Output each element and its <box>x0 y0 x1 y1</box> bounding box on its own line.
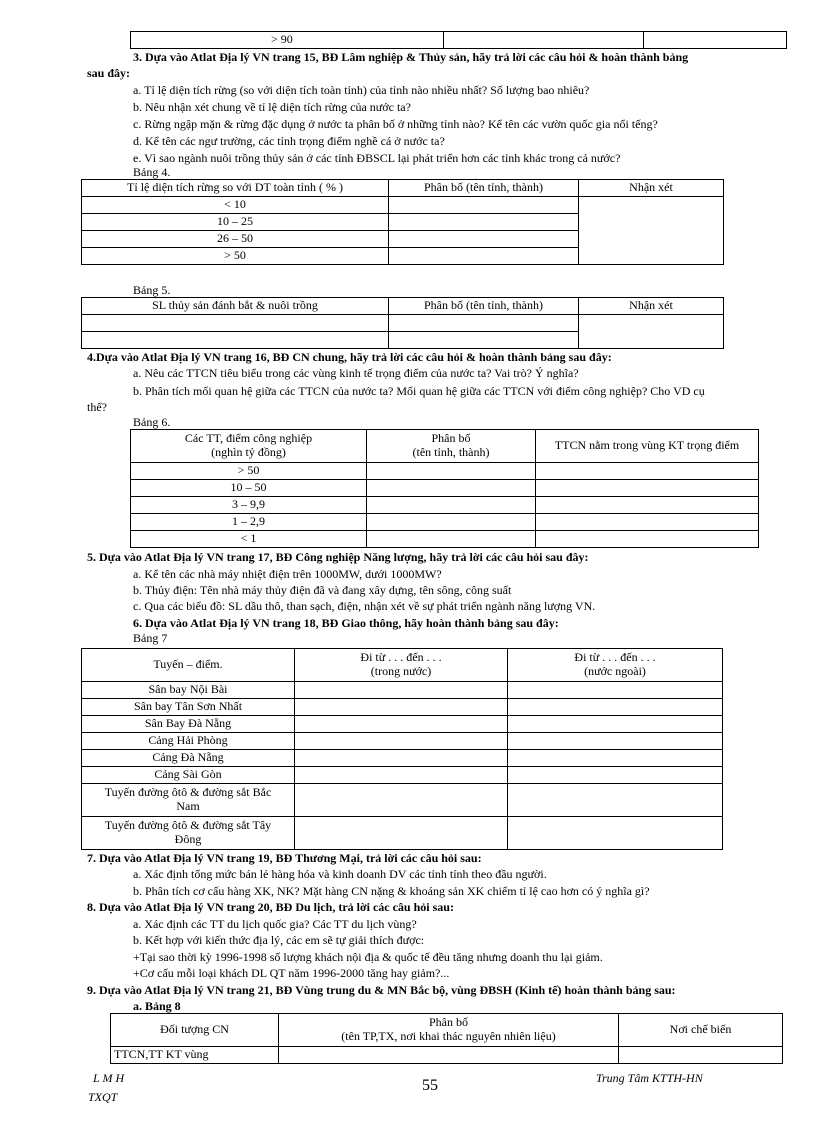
section-5-c: c. Qua các biểu đồ: SL dầu thô, than sạch, điện, nhận xét về sự phát triển ngành năng lượng VN. <box>133 599 596 613</box>
footer-left-1: L M H <box>93 1071 125 1085</box>
table-5-header-1: SL thủy sản đánh bắt & nuôi trồng <box>82 298 389 315</box>
table-6-header-2a: Phân bố <box>431 431 471 446</box>
table-4 <box>81 179 724 265</box>
table-row: 3 – 9,9 <box>131 497 367 514</box>
section-8-point-1: +Tại sao thời kỳ 1996-1998 số lượng khách nội địa & quốc tế đều tăng nhưng doanh thu lại giảm. <box>133 950 603 964</box>
table-7 <box>81 648 723 850</box>
section-3-c: c. Rừng ngập mặn & rừng đặc dụng ở nước ta phân bố ở những tỉnh nào? Kể tên các vườn quốc gia nổi tếng? <box>133 117 658 131</box>
table-7-header-3 <box>508 649 723 682</box>
section-3-d: d. Kể tên các ngư trường, các tỉnh trọng điểm nghề cá ở nước ta? <box>133 134 445 148</box>
table-4-caption: Bảng 4. <box>133 165 171 179</box>
table-row: > 50 <box>82 248 389 265</box>
table-row: Cảng Sài Gòn <box>82 767 295 784</box>
section-8-point-2: +Cơ cấu mỗi loại khách DL QT năm 1996-2000 tăng hay giảm?... <box>133 966 450 980</box>
table-row <box>82 817 295 850</box>
table-row: 10 – 50 <box>131 480 367 497</box>
table-7-header-2b: (trong nước) <box>370 664 432 678</box>
table-row: < 10 <box>82 197 389 214</box>
table-7-caption: Bảng 7 <box>133 631 168 645</box>
table-row: Sân Bay Đà Nẵng <box>82 716 295 733</box>
top-table-row <box>130 31 787 49</box>
section-7-title: 7. Dựa vào Atlat Địa lý VN trang 19, BĐ Thương Mại, trả lời các câu hỏi sau: <box>87 851 482 865</box>
table-row: < 1 <box>131 531 367 548</box>
page-number: 55 <box>422 1077 438 1094</box>
table-8-header-2 <box>279 1014 619 1047</box>
top-row-label: > 90 <box>131 32 444 49</box>
table-row: Cảng Đà Nẵng <box>82 750 295 767</box>
section-9-a: a. Bảng 8 <box>133 999 181 1013</box>
table-5 <box>81 297 724 349</box>
table-row: 1 – 2,9 <box>131 514 367 531</box>
section-9-title: 9. Dựa vào Atlat Địa lý VN trang 21, BĐ Vùng trung du & MN Bắc bộ, vùng ĐBSH (Kinh tế) hoàn thành bảng sau: <box>87 983 676 997</box>
table-7-row-7b: Nam <box>176 799 200 813</box>
table-row: Sân bay Nội Bài <box>82 682 295 699</box>
footer-left-2: TXQT <box>88 1090 118 1104</box>
table-5-caption: Bảng 5. <box>133 283 171 297</box>
section-4-title: 4.Dựa vào Atlat Địa lý VN trang 16, BĐ CN chung, hãy trả lời các câu hỏi & hoàn thành bảng sau đây: <box>87 350 612 364</box>
table-5-header-3: Nhận xét <box>579 298 724 315</box>
table-6-header-2 <box>367 430 536 463</box>
table-5-header-2: Phân bố (tên tỉnh, thành) <box>389 298 579 315</box>
section-3-b: b. Nêu nhận xét chung về tỉ lệ diện tích rừng của nước ta? <box>133 100 411 114</box>
section-4-a: a. Nêu các TTCN tiêu biểu trong các vùng kinh tế trọng điểm của nước ta? Vai trò? Ý nghĩa? <box>133 366 579 380</box>
table-8-header-3: Nơi chế biến <box>619 1014 783 1047</box>
table-8 <box>110 1013 783 1064</box>
section-6-title: 6. Dựa vào Atlat Địa lý VN trang 18, BĐ Giao thông, hãy hoàn thành bảng sau đây: <box>133 616 559 630</box>
section-7-b: b. Phân tích cơ cấu hàng XK, NK? Mặt hàng CN nặng & khoáng sản XK chiếm tỉ lệ cao hơn có ý nghĩa gì? <box>133 884 650 898</box>
section-3-e: e. Vì sao ngành nuôi trồng thủy sản ở các tỉnh ĐBSCL lại phát triển hơn các tỉnh khác trong cả nước? <box>133 151 621 165</box>
section-3-a: a. Tỉ lệ diện tích rừng (so với diện tích toàn tỉnh) của tỉnh nào nhiều nhất? Số lượng bao nhiêu? <box>133 83 590 97</box>
table-6-header-1b: (nghìn tỷ đồng) <box>211 445 286 459</box>
section-5-a: a. Kể tên các nhà máy nhiệt điện trên 1000MW, dưới 1000MW? <box>133 567 442 581</box>
section-5-b: b. Thủy điện: Tên nhà máy thủy điện đã và đang xây dựng, tên sông, công suất <box>133 583 512 597</box>
section-4-b: b. Phân tích mối quan hệ giữa các TTCN của nước ta? Mối quan hệ giữa các TTCN với điểm công nghiệp? Cho VD cụ <box>133 384 705 398</box>
table-row <box>82 784 295 817</box>
table-6-header-1 <box>131 430 367 463</box>
section-8-title: 8. Dựa vào Atlat Địa lý VN trang 20, BĐ Du lịch, trả lời các câu hỏi sau: <box>87 900 454 914</box>
section-3-title: 3. Dựa vào Atlat Địa lý VN trang 15, BĐ Lâm nghiệp & Thủy sản, hãy trả lời các câu hỏi & hoàn thành bảng <box>133 50 689 64</box>
section-8-b: b. Kết hợp với kiến thức địa lý, các em sẽ tự giải thích được: <box>133 933 425 947</box>
table-6 <box>130 429 759 548</box>
table-row: 26 – 50 <box>82 231 389 248</box>
table-row: Cảng Hải Phòng <box>82 733 295 750</box>
table-7-row-8b: Đông <box>174 832 202 846</box>
table-7-header-2 <box>295 649 508 682</box>
table-row: > 50 <box>131 463 367 480</box>
table-7-header-3a: Đi từ . . . đến . . . <box>574 650 656 665</box>
table-7-row-8a: Tuyến đường ôtô & đường sắt Tây <box>104 818 272 833</box>
table-6-header-2b: (tên tỉnh, thành) <box>412 445 490 459</box>
table-6-header-3: TTCN nằm trong vùng KT trọng điểm <box>536 430 759 463</box>
table-4-header-3: Nhận xét <box>579 180 724 197</box>
table-4-header-1: Tỉ lệ diện tích rừng so với DT toàn tỉnh ( % ) <box>82 180 389 197</box>
table-4-header-2: Phân bố (tên tỉnh, thành) <box>389 180 579 197</box>
table-row: 10 – 25 <box>82 214 389 231</box>
table-8-header-2b: (tên TP,TX, nơi khai thác nguyên nhiên liệu) <box>341 1029 556 1043</box>
table-7-header-3b: (nước ngoài) <box>584 664 646 678</box>
table-7-header-2a: Đi từ . . . đến . . . <box>360 650 442 665</box>
table-8-header-1: Đối tượng CN <box>111 1014 279 1047</box>
table-7-row-7a: Tuyến đường ôtô & đường sắt Bắc <box>104 785 272 800</box>
footer-right: Trung Tâm KTTH-HN <box>596 1071 703 1085</box>
section-8-a: a. Xác định các TT du lịch quốc gia? Các TT du lịch vùng? <box>133 917 417 931</box>
table-6-header-1a: Các TT, điểm công nghiệp <box>184 431 313 446</box>
section-7-a: a. Xác định tổng mức bán lẻ hàng hóa và kinh doanh DV các tỉnh tính theo đầu người. <box>133 867 547 881</box>
table-6-caption: Bảng 6. <box>133 415 171 429</box>
section-3-title-cont: sau đây: <box>87 66 131 80</box>
table-row: TTCN,TT KT vùng <box>111 1047 279 1064</box>
table-row: Sân bay Tân Sơn Nhất <box>82 699 295 716</box>
table-8-header-2a: Phân bố <box>429 1015 468 1030</box>
section-5-title: 5. Dựa vào Atlat Địa lý VN trang 17, BĐ Công nghiệp Năng lượng, hãy trả lời các câu hỏi sau đây: <box>87 550 589 564</box>
section-4-b-cont: thể? <box>87 400 107 414</box>
table-7-header-1: Tuyến – điểm. <box>82 649 295 682</box>
